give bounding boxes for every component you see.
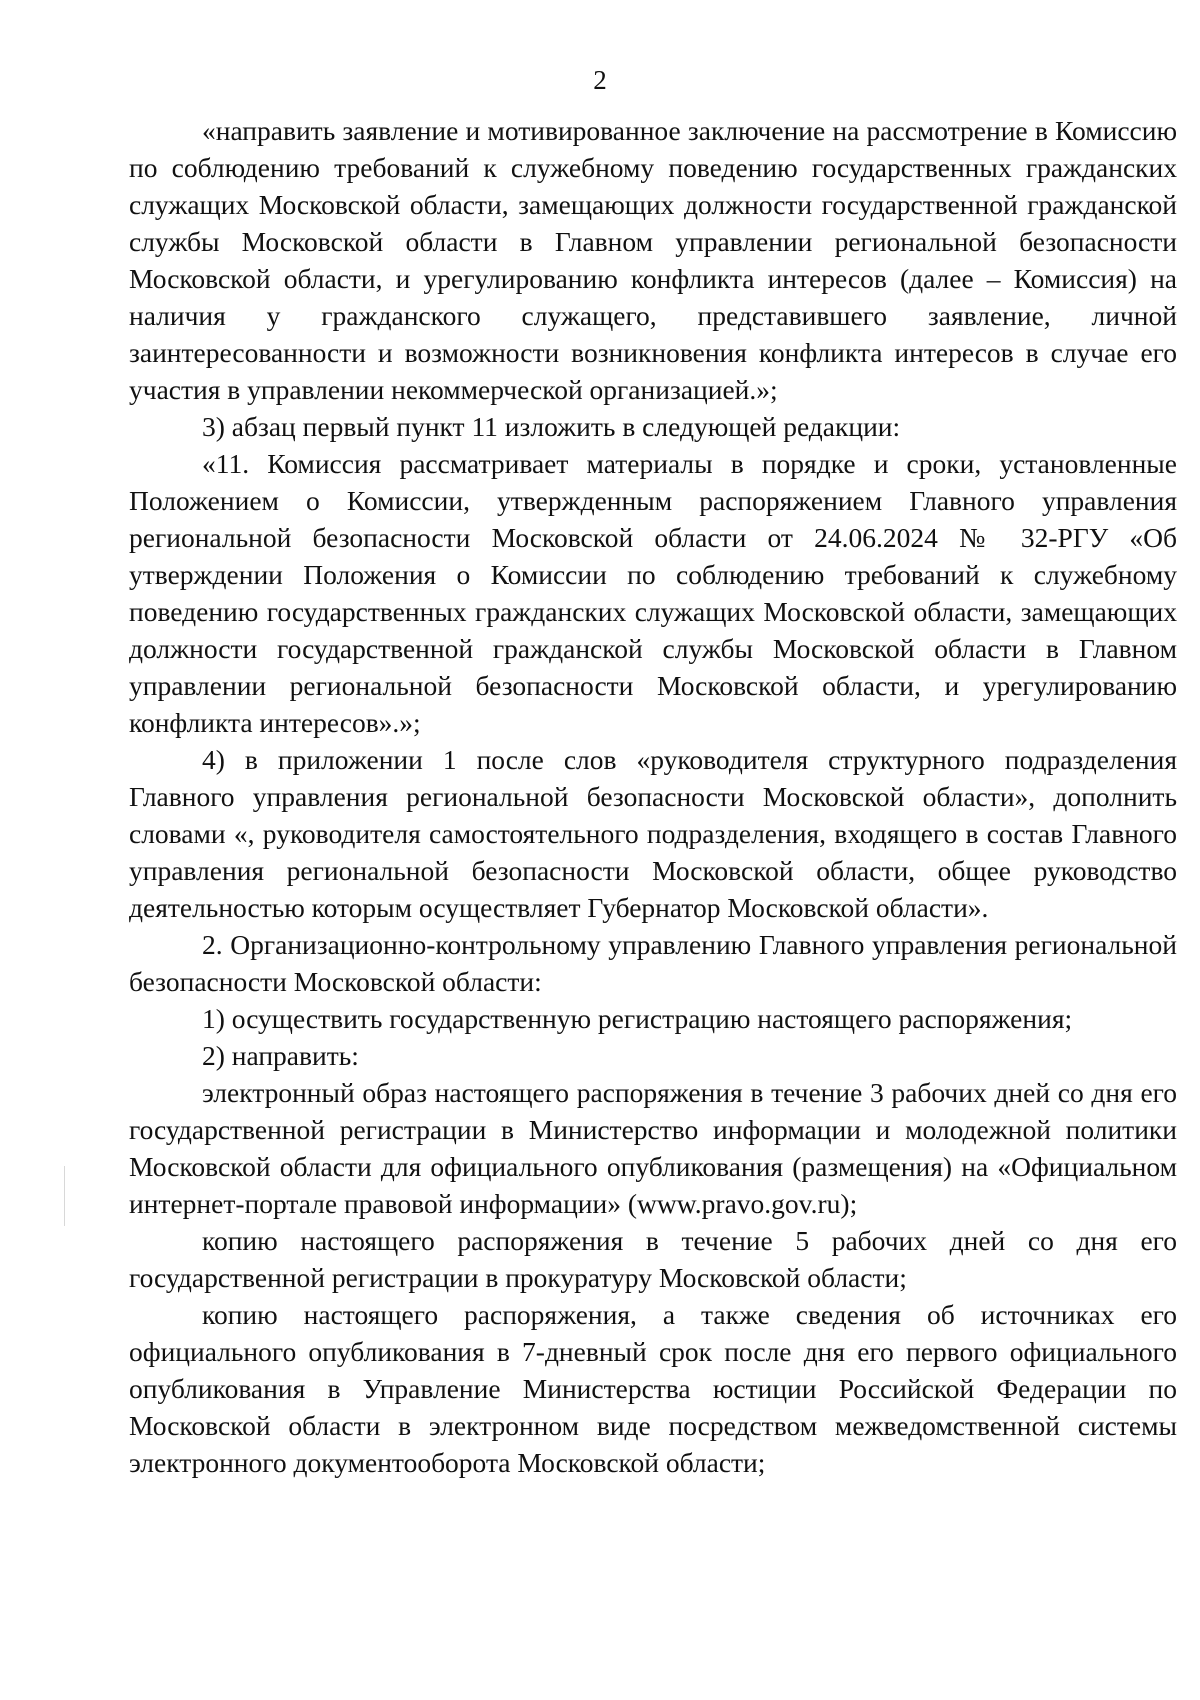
paragraph-item-4: 4) в приложении 1 после слов «руководителя структурного подразделения Главного управления региональной безопасности Московской области», дополнить словами «, руководителя самостоятельного подразделения, входящего в состав Главного управления региональной безопасности Московской области, общее руководство деятельностью которым осуществляет Губернатор Московской области». [129,744,1177,923]
scan-margin-mark [64,1166,65,1226]
page-number: 2 [593,65,607,95]
paragraph-electronic-image: электронный образ настоящего распоряжения в течение 3 рабочих дней со дня его государственной регистрации в Министерство информации и молодежной политики Московской области для официального опубликования (размещения) на «Официальном интернет-портале правовой информации» (www.pravo.gov.ru); [129,1077,1177,1219]
paragraph-subitem-2: 2) направить: [202,1040,359,1071]
paragraph-copy-justice: копию настоящего распоряжения, а также сведения об источниках его официального опубликования в 7-дневный срок после дня его первого официального опубликования в Управление Министерства юстиции Российской Федерации по Московской области в электронном виде посредством межведомственной системы электронного документооборота Московской области; [129,1299,1177,1478]
paragraph-subitem-1: 1) осуществить государственную регистрацию настоящего распоряжения; [202,1003,1073,1034]
document-body [129,112,1177,1481]
paragraph-quote-conclusion: «направить заявление и мотивированное заключение на рассмотрение в Комиссию по соблюдению требований к служебному поведению государственных гражданских служащих Московской области, замещающих должности государственной гражданской службы Московской области в Главном управлении региональной безопасности Московской области, и урегулированию конфликта интересов (далее – Комиссия) на наличия у гражданского служащего, представившего заявление, личной заинтересованности и возможности возникновения конфликта интересов в случае его участия в управлении некоммерческой организацией.»; [129,115,1177,405]
paragraph-copy-prosecutor: копию настоящего распоряжения в течение 5 рабочих дней со дня его государственной регистрации в прокуратуру Московской области; [129,1225,1177,1293]
paragraph-item-11-text: «11. Комиссия рассматривает материалы в порядке и сроки, установленные Положением о Комиссии, утвержденным распоряжением Главного управления региональной безопасности Московской области от 24.06.2024 № 32-РГУ «Об утверждении Положения о Комиссии по соблюдению требований к служебному поведению государственных гражданских служащих Московской области, замещающих должности государственной гражданской службы Московской области в Главном управлении региональной безопасности Московской области, и урегулированию конфликта интересов».»; [129,448,1177,738]
paragraph-item-3: 3) абзац первый пункт 11 изложить в следующей редакции: [202,411,901,442]
paragraph-section-2: 2. Организационно-контрольному управлению Главного управления региональной безопасности Московской области: [129,929,1177,997]
